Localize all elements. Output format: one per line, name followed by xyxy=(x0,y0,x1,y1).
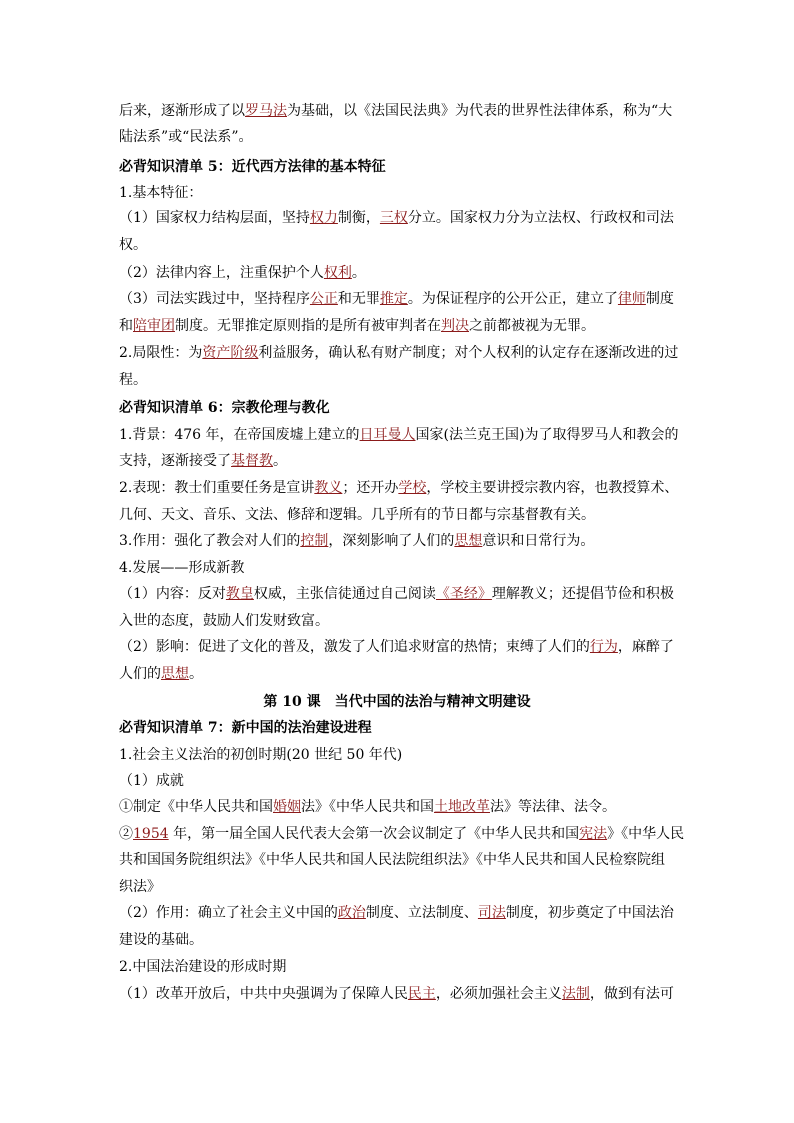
answer-fill: 资产阶级 xyxy=(202,345,259,361)
text-segment: ，必须加强社会主义 xyxy=(435,986,562,1002)
text-line xyxy=(119,771,184,791)
text-segment: 2.局限性：为 xyxy=(119,345,203,361)
text-segment: 制衡， xyxy=(337,210,380,226)
text-line xyxy=(119,263,366,283)
text-line xyxy=(119,289,674,309)
section-heading xyxy=(119,157,386,177)
text-segment: 法》等法律、法令。 xyxy=(490,799,616,815)
text-segment: 。 xyxy=(351,265,366,281)
text-segment: 权威，主张信徒通过自己阅读 xyxy=(253,586,436,602)
answer-fill: 政治 xyxy=(337,905,366,921)
text-segment: 程。 xyxy=(119,372,147,388)
answer-fill: 教义 xyxy=(314,480,343,496)
text-segment: 1.基本特征： xyxy=(119,185,203,201)
answer-fill: 婚姻 xyxy=(273,799,301,815)
answer-fill: 教皇 xyxy=(225,586,254,602)
answer-fill: 1954 xyxy=(133,826,169,842)
text-line xyxy=(119,370,147,390)
text-segment: 和 xyxy=(119,318,133,334)
text-segment: （3）司法实践过中，坚持程序 xyxy=(119,291,310,307)
text-segment: 意识和日常行为。 xyxy=(482,533,595,549)
text-segment: 利益服务，确认私有财产制度；对个人权利的认定存在逐渐改进的过 xyxy=(258,345,679,361)
answer-fill: 公正 xyxy=(309,291,338,307)
text-line xyxy=(119,425,678,445)
text-segment: 。 xyxy=(189,666,203,682)
answer-fill: 思想 xyxy=(161,666,189,682)
text-line xyxy=(119,235,147,255)
text-segment: 制度，初步奠定了中国法治 xyxy=(505,905,674,921)
answer-fill: 日耳曼人 xyxy=(359,427,416,443)
text-segment: 之前都被视为无罪。 xyxy=(469,318,595,334)
text-segment: 人们的 xyxy=(119,666,161,682)
text-segment: 。 xyxy=(273,453,287,469)
answer-fill: 宪法 xyxy=(579,826,608,842)
answer-fill: 民主 xyxy=(407,986,436,1002)
text-line xyxy=(119,101,672,121)
text-segment: 支持，逐渐接受了 xyxy=(119,453,231,469)
text-segment: 》《中华人民 xyxy=(607,826,685,842)
text-segment: 4.发展——形成新教 xyxy=(119,560,245,576)
answer-fill: 司法 xyxy=(477,905,506,921)
text-segment: 入世的态度，鼓励人们发财致富。 xyxy=(119,613,329,629)
text-segment: 理解教义；还提倡节俭和积极 xyxy=(491,586,674,602)
text-segment: 制度 xyxy=(645,291,674,307)
text-segment: ② xyxy=(119,826,133,842)
text-segment: ，深刻影响了人们的 xyxy=(328,533,455,549)
text-segment: 必背知识清单 7：新中国的法治建设进程 xyxy=(119,720,372,736)
text-line xyxy=(119,611,329,631)
text-segment: （1）改革开放后，中共中央强调为了保障人民 xyxy=(119,986,408,1002)
text-segment: （1）成就 xyxy=(119,773,184,789)
text-line xyxy=(119,208,674,228)
text-segment: ，做到有法可 xyxy=(589,986,674,1002)
text-segment: 和无罪 xyxy=(337,291,380,307)
section-heading xyxy=(119,718,372,738)
text-line xyxy=(119,957,286,977)
text-line xyxy=(119,930,203,950)
text-segment: 制度、立法制度、 xyxy=(365,905,478,921)
text-segment: 为基础，以《法国民法典》为代表的世界性法律体系，称为“大 xyxy=(287,103,673,119)
text-segment: 3.作用：强化了教会对人们的 xyxy=(119,533,301,549)
text-segment: 织法》 xyxy=(119,879,161,895)
text-segment: 分立。国家权力分为立法权、行政权和司法 xyxy=(407,210,674,226)
text-segment: 制度。无罪推定原则指的是所有被审判者在 xyxy=(175,318,441,334)
text-segment: 2.中国法治建设的形成时期 xyxy=(119,959,287,975)
text-segment: 必背知识清单 6：宗教伦理与教化 xyxy=(119,400,330,416)
section-heading xyxy=(0,692,794,712)
text-segment: 法》《中华人民共和国 xyxy=(301,799,434,815)
text-line xyxy=(119,664,203,684)
answer-fill: 土地改革 xyxy=(434,799,490,815)
text-line xyxy=(119,127,252,147)
text-line xyxy=(119,984,674,1004)
text-segment: 2.表现：教士们重要任务是宣讲 xyxy=(119,480,315,496)
text-segment: ；还开办 xyxy=(342,480,399,496)
text-segment: 共和国国务院组织法》《中华人民共和国人民法院组织法》《中华人民共和国人民检察院组 xyxy=(119,852,665,868)
answer-fill: 律师 xyxy=(617,291,646,307)
text-segment: ，学校主要讲授宗教内容，也教授算术、 xyxy=(426,480,679,496)
text-segment: （2）影响：促进了文化的普及，激发了人们追求财富的热情；束缚了人们的 xyxy=(119,639,590,655)
answer-fill: 陪审团 xyxy=(133,318,175,334)
text-line xyxy=(119,531,594,551)
answer-fill: 法制 xyxy=(561,986,590,1002)
text-line xyxy=(119,451,287,471)
text-segment: 1.社会主义法治的初创时期(20 世纪 50 年代) xyxy=(119,747,403,763)
text-line xyxy=(119,797,616,817)
answer-fill: 学校 xyxy=(398,480,427,496)
answer-fill: 控制 xyxy=(300,533,329,549)
text-segment: （2）法律内容上，注重保护个人 xyxy=(119,265,324,281)
text-line xyxy=(119,316,595,336)
text-segment: 1.背景：476 年，在帝国废墟上建立的 xyxy=(119,427,360,443)
text-line xyxy=(119,824,684,844)
answer-fill: 基督教 xyxy=(231,453,273,469)
answer-fill: 判决 xyxy=(441,318,469,334)
text-line xyxy=(119,558,244,578)
answer-fill: 《圣经》 xyxy=(435,586,492,602)
text-segment: 后来，逐渐形成了以 xyxy=(119,103,245,119)
text-segment: 第 10 课 当代中国的法治与精神文明建设 xyxy=(263,694,531,710)
text-segment: 权。 xyxy=(119,237,147,253)
text-line xyxy=(119,505,595,525)
text-line xyxy=(119,850,665,870)
text-segment: ①制定《中华人民共和国 xyxy=(119,799,273,815)
answer-fill: 三权 xyxy=(379,210,408,226)
text-line xyxy=(119,637,674,657)
text-line xyxy=(119,903,674,923)
section-heading xyxy=(119,398,330,418)
text-segment: 建设的基础。 xyxy=(119,932,203,948)
answer-fill: 行为 xyxy=(589,639,618,655)
text-segment: 陆法系”或“民法系”。 xyxy=(119,129,253,145)
text-segment: （1）内容：反对 xyxy=(119,586,226,602)
text-line xyxy=(119,478,678,498)
text-segment: 几何、天文、音乐、文法、修辞和逻辑。几乎所有的节日都与宗基督教有关。 xyxy=(119,507,595,523)
answer-fill: 罗马法 xyxy=(245,103,287,119)
text-segment: 必背知识清单 5：近代西方法律的基本特征 xyxy=(119,159,386,175)
text-line xyxy=(119,183,202,203)
text-segment: 国家(法兰克王国)为了取得罗马人和教会的 xyxy=(415,427,679,443)
text-segment: ，麻醉了 xyxy=(617,639,674,655)
text-line xyxy=(119,745,402,765)
text-segment: （2）作用：确立了社会主义中国的 xyxy=(119,905,338,921)
text-line xyxy=(119,343,678,363)
text-segment: 年，第一届全国人民代表大会第一次会议制定了《中华人民共和国 xyxy=(168,826,580,842)
text-segment: 。为保证程序的公开公正，建立了 xyxy=(407,291,618,307)
answer-fill: 推定 xyxy=(379,291,408,307)
text-line xyxy=(119,877,161,897)
text-segment: （1）国家权力结构层面，坚持 xyxy=(119,210,310,226)
text-line xyxy=(119,584,674,604)
answer-fill: 权力 xyxy=(309,210,338,226)
answer-fill: 思想 xyxy=(454,533,483,549)
answer-fill: 权利 xyxy=(323,265,352,281)
